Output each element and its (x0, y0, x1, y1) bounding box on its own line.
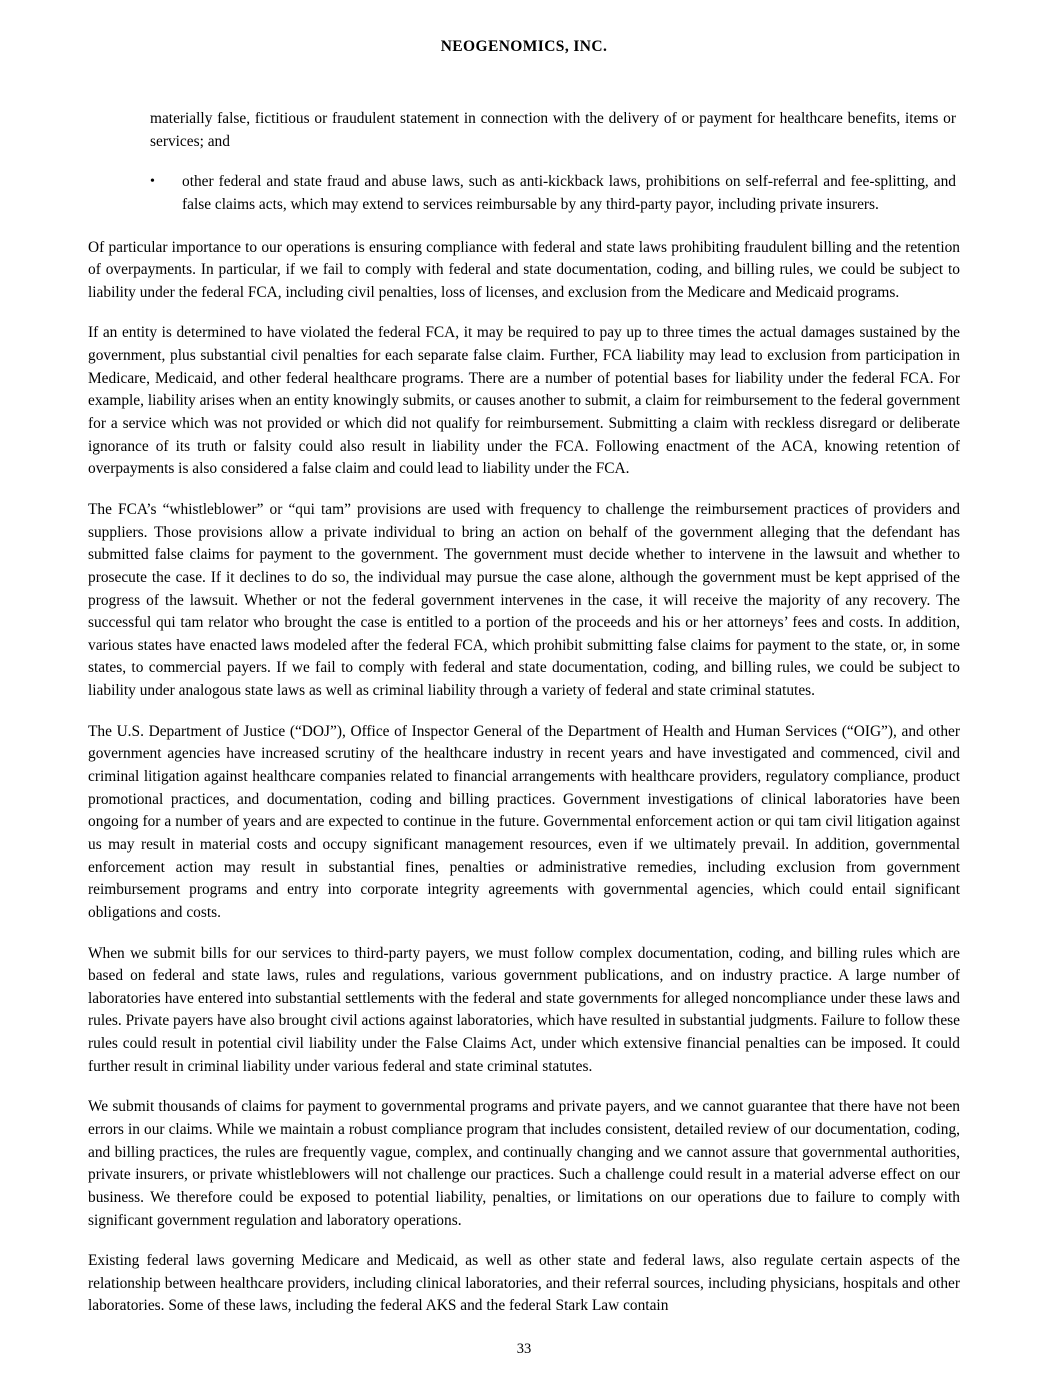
bullet-list (88, 171, 960, 216)
lead-continuation-block (150, 108, 956, 153)
page-number: 33 (516, 1341, 532, 1358)
paragraph-1: Of particular importance to our operations is ensuring compliance with federal and state laws prohibiting fraudulent billing and the retention of overpayments. In particular, if we fail to comply with federal and state documentation, coding, and billing rules, we could be subject to liability under the federal FCA, including civil penalties, loss of licenses, and exclusion from the Medicare and Medicaid programs. (88, 238, 960, 301)
paragraph-6: We submit thousands of claims for payment to governmental programs and private payers, and we cannot guarantee that there have not been errors in our claims. While we maintain a robust compliance program that includes consistent, detailed review of our documentation, coding, and billing practices, the rules are frequently vague, complex, and continually changing and we cannot assure that governmental authorities, private insurers, or private whistleblowers will not challenge our practices. Such a challenge could result in a material adverse effect on our business. We therefore could be exposed to potential liability, penalties, or limitations on our operations due to failure to comply with significant government regulation and laboratory operations. (88, 1098, 960, 1229)
list-item-text: other federal and state fraud and abuse laws, such as anti-kickback laws, prohibitions on self-referral and fee-splitting, and false claims acts, which may extend to services reimbursable by any third-party payor, including private insurers. (182, 173, 956, 213)
paragraph-2: If an entity is determined to have violated the federal FCA, it may be required to pay up to three times the actual damages sustained by the government, plus substantial civil penalties for each separate false claim. Further, FCA liability may lead to exclusion from participation in Medicare, Medicaid, and other federal healthcare programs. There are a number of potential bases for liability under the federal FCA. For example, liability arises when an entity knowingly submits, or causes another to submit, a claim for reimbursement to the federal government for a service which was not provided or which did not qualify for reimbursement. Submitting a claim with reckless disregard or deliberate ignorance of its truth or falsity could also result in liability under the FCA. Following enactment of the ACA, knowing retention of overpayments is also considered a false claim and could lead to liability under the FCA. (88, 324, 960, 478)
paragraph-5: When we submit bills for our services to third-party payers, we must follow complex documentation, coding, and billing rules which are based on federal and state laws, rules and regulations, various government publications, and on industry practice. A large number of laboratories have entered into substantial settlements with the federal and state governments for alleged noncompliance under these laws and rules. Private payers have also brought civil actions against laboratories, which have resulted in substantial judgments. Failure to follow these rules could result in potential civil liability under the False Claims Act, under which extensive financial penalties can be imposed. It could further result in criminal liability under various federal and state criminal statutes. (88, 944, 960, 1075)
paragraph-3: The FCA’s “whistleblower” or “qui tam” provisions are used with frequency to challenge the reimbursement practices of providers and suppliers. Those provisions allow a private individual to bring an action on behalf of the government alleging that the defendant has submitted false claims for payment to the government. The government must decide whether to intervene in the lawsuit and whether to prosecute the case. If it declines to do so, the individual may pursue the case alone, although the government must be kept apprised of the progress of the lawsuit. Whether or not the federal government intervenes in the case, it will receive the majority of any recovery. The successful qui tam relator who brought the case is entitled to a portion of the proceeds and his or her attorneys’ fees and costs. In addition, various states have enacted laws modeled after the federal FCA, which prohibit submitting false claims for payment to the state, or, in some states, to commercial payers. If we fail to comply with federal and state documentation, coding, and billing rules, we could be subject to liability under analogous state laws as well as criminal liability through a variety of federal and state criminal statutes. (88, 500, 960, 700)
page-title: NEOGENOMICS, INC. (440, 38, 608, 55)
paragraph-4: The U.S. Department of Justice (“DOJ”), Office of Inspector General of the Department of Health and Human Services (“OIG”), and other government agencies have increased scrutiny of the healthcare industry in recent years and have investigated and commenced, civil and criminal litigation against healthcare companies related to financial arrangements with healthcare providers, regulatory compliance, product promotional practices, and documentation, coding and billing practices. Government investigations of clinical laboratories have been ongoing for a number of years and are expected to continue in the future. Governmental enforcement action or qui tam civil litigation against us may result in material costs and occupy significant management resources, even if we ultimately prevail. In addition, governmental enforcement action may result in substantial fines, penalties or administrative remedies, including exclusion from government reimbursement programs and entry into corporate integrity agreements with governmental agencies, which could entail significant obligations and costs. (88, 722, 960, 921)
paragraph-7: Existing federal laws governing Medicare and Medicaid, as well as other state and federal laws, also regulate certain aspects of the relationship between healthcare providers, including clinical laboratories, and their referral sources, including physicians, hospitals and other laboratories. Some of these laws, including the federal AKS and the federal Stark Law contain (88, 1252, 960, 1315)
paragraph-lead-continuation: materially false, fictitious or fraudulent statement in connection with the delivery of or payment for healthcare benefits, items or services; and (150, 110, 956, 150)
list-item (150, 171, 956, 216)
bullet-dot-icon: • (150, 174, 155, 190)
